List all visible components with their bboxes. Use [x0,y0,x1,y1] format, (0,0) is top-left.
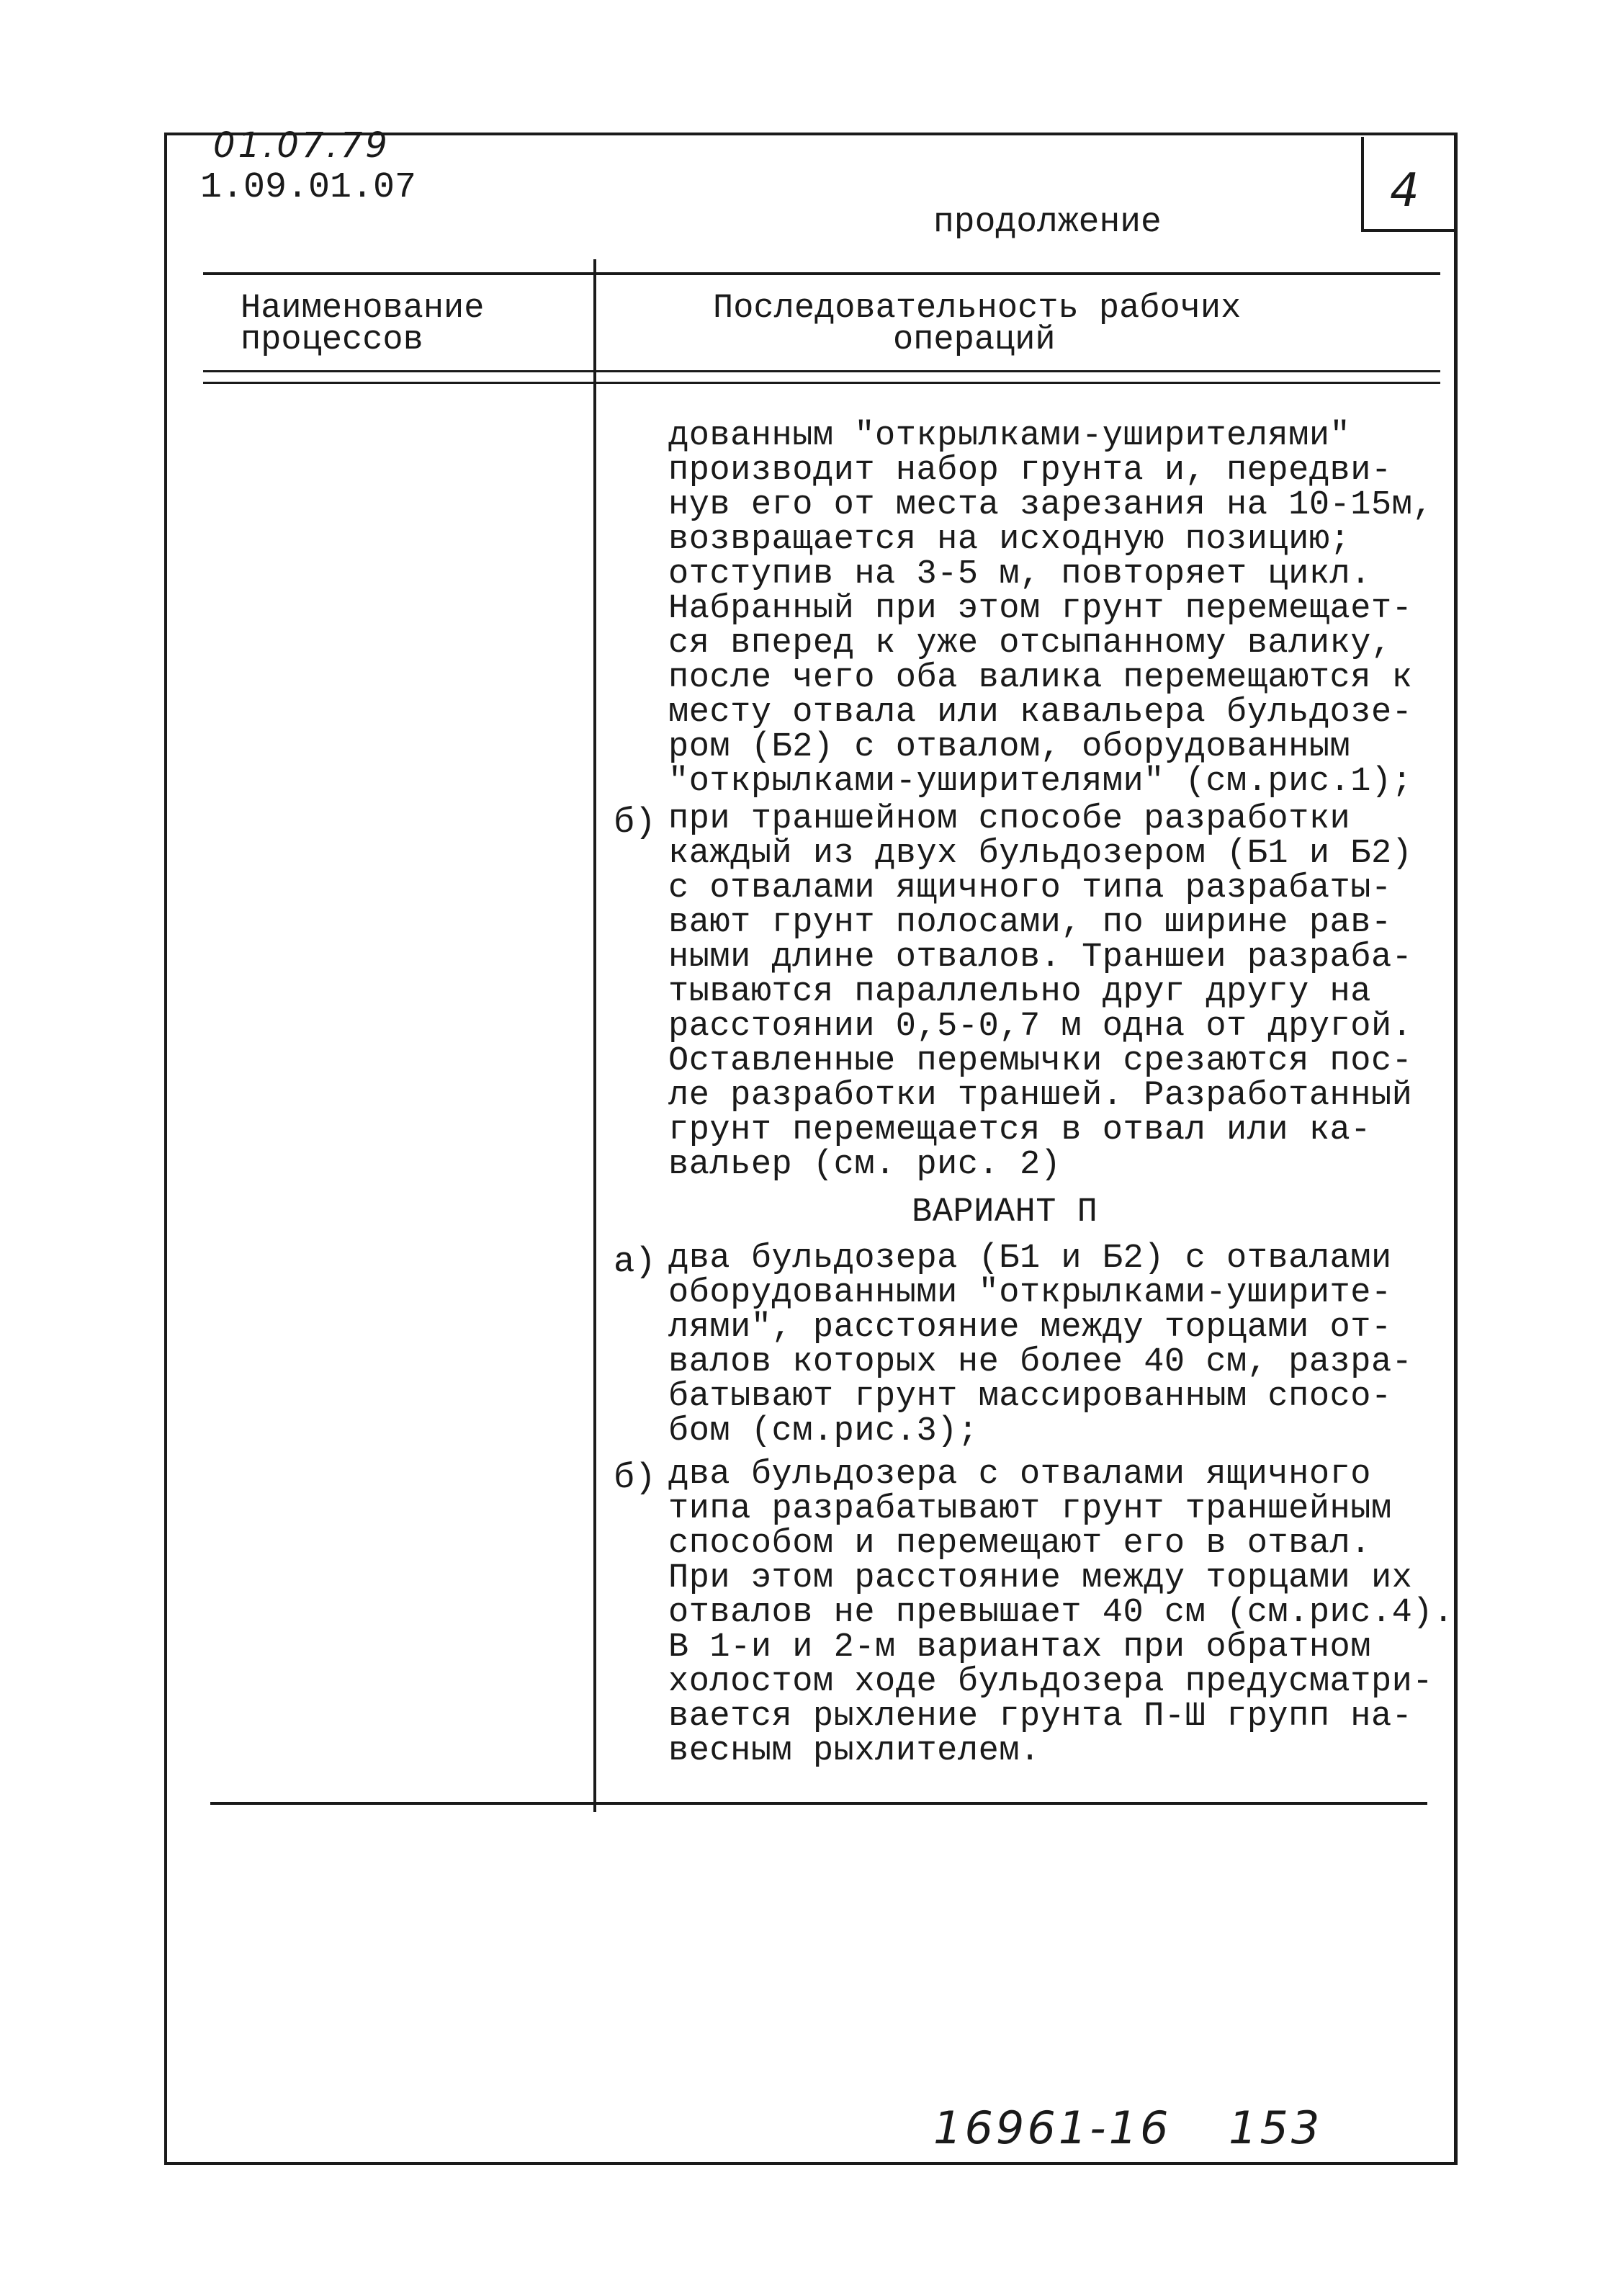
text-line: весным рыхлителем. [668,1732,1041,1770]
text-line: ными длине отвалов. Траншеи разраба- [668,938,1413,977]
text-line: способом и перемещают его в отвал. [668,1525,1371,1563]
header-bottom-rule-2 [203,382,1440,384]
text-line: отвалов не превышает 40 см (см.рис.4). [668,1594,1454,1632]
text-line: лями", расстояние между торцами от- [668,1309,1392,1347]
col2-header-line1: Последовательность рабочих [713,290,1242,328]
text-line: производит набор грунта и, передви- [668,452,1392,490]
text-line: Оставленные перемычки срезаются пос- [668,1042,1413,1080]
text-line: тываются параллельно друг другу на [668,973,1371,1011]
text-line: При этом расстояние между торцами их [668,1559,1413,1597]
handwritten-date: 01.07.79 [213,125,390,166]
text-line: вальер (см. рис. 2) [668,1146,1061,1184]
text-line: ле разработки траншей. Разработанный [668,1077,1413,1115]
text-line: возвращается на исходную позицию; [668,521,1351,559]
col1-header-line2: процессов [241,321,423,359]
handwritten-page-number: 153 [1229,2102,1323,2154]
header-top-rule [203,272,1440,275]
text-line: два бульдозера с отвалами ящичного [668,1456,1371,1494]
text-line: типа разрабатывают грунт траншейным [668,1490,1392,1528]
item-marker-a: а) [614,1242,656,1282]
col2-header-line2: операций [893,321,1056,359]
text-line: ром (Б2) с отвалом, оборудованным [668,728,1351,766]
text-line: вают грунт полосами, по ширине рав- [668,904,1392,942]
text-line: "открылками-уширителями" (см.рис.1); [668,763,1413,801]
header-bottom-rule-1 [203,370,1440,372]
text-line: вается рыхление грунта П-Ш групп на- [668,1698,1413,1736]
document-code: 1.09.01.07 [200,167,417,208]
column-divider [593,259,596,1812]
item-marker-b2: б) [614,1458,656,1498]
item-marker-b1: б) [614,802,656,843]
text-line: два бульдозера (Б1 и Б2) с отвалами [668,1239,1392,1278]
text-line: Набранный при этом грунт перемещает- [668,590,1413,628]
col1-header-line1: Наименование [241,290,485,328]
text-line: бом (см.рис.3); [668,1412,979,1450]
text-line: каждый из двух бульдозером (Б1 и Б2) [668,835,1413,873]
text-line: грунт перемещается в отвал или ка- [668,1111,1371,1149]
text-line: нув его от места зарезания на 10-15м, [668,486,1434,524]
text-line: оборудованными "открылками-уширите- [668,1274,1392,1312]
text-line: В 1-и и 2-м вариантах при обратном [668,1628,1371,1667]
text-line: расстоянии 0,5-0,7 м одна от другой. [668,1008,1413,1046]
text-line: месту отвала или кавальера бульдозе- [668,694,1413,732]
table-bottom-rule [210,1802,1427,1805]
text-line: батывают грунт массированным спосо- [668,1378,1392,1416]
text-line: холостом ходе бульдозера предусматри- [668,1663,1434,1701]
text-line: валов которых не более 40 см, разра- [668,1343,1413,1381]
continuation-label: продолжение [933,203,1162,242]
text-line: при траншейном способе разработки [668,800,1351,838]
page-number: 4 [1390,164,1419,218]
text-line: отступив на 3-5 м, повторяет цикл. [668,555,1371,593]
handwritten-reference: 16961-16 [933,2102,1172,2154]
text-line: ся вперед к уже отсыпанному валику, [668,624,1392,663]
text-line: с отвалами ящичного типа разрабаты- [668,869,1392,907]
text-line: дованным "открылками-уширителями" [668,417,1351,455]
variant-title: ВАРИАНТ П [912,1193,1098,1232]
text-line: после чего оба валика перемещаются к [668,659,1413,697]
